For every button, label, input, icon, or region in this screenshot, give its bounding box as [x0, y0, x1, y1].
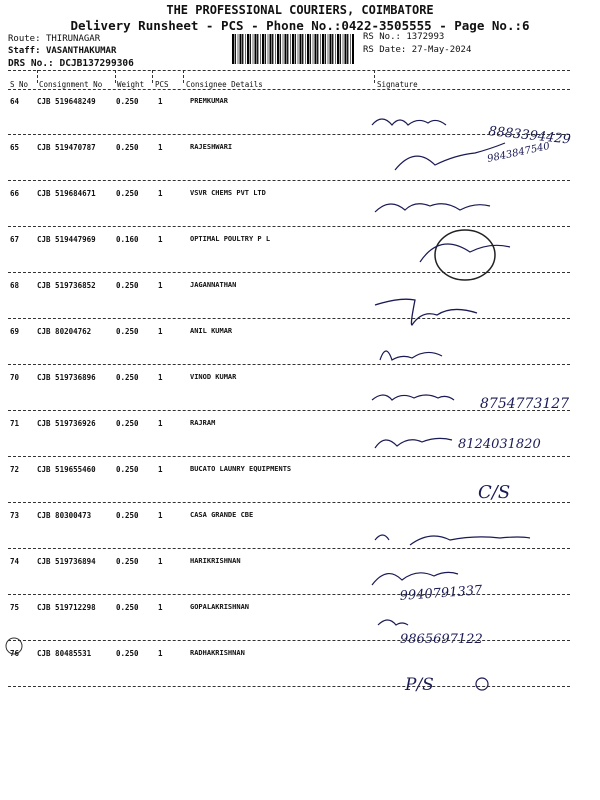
- signature-scribble: [375, 535, 530, 545]
- barcode-bar: [330, 34, 332, 64]
- row-sno: 68: [10, 281, 20, 290]
- row-weight: 0.250: [116, 281, 139, 290]
- barcode-bar: [305, 34, 306, 64]
- row-pcs: 1: [158, 557, 163, 566]
- column-divider: [115, 70, 116, 83]
- row-rule: [8, 134, 570, 135]
- row-rule: [8, 410, 570, 411]
- row-consignee: HARIKRISHNAN: [190, 557, 241, 565]
- row-weight: 0.250: [116, 143, 139, 152]
- row-sno: 64: [10, 97, 20, 106]
- row-consignment-no: CJB 519712298: [37, 603, 96, 612]
- staff-value: VASANTHAKUMAR: [45, 46, 117, 56]
- barcode-bar: [240, 34, 242, 64]
- header-top-rule: [8, 70, 570, 71]
- rs-no-field: [363, 32, 444, 42]
- row-rule: [8, 364, 570, 365]
- signature-phone: 8124031820: [458, 437, 541, 452]
- row-sno: 65: [10, 143, 20, 152]
- signature-text: C/S: [478, 482, 511, 503]
- barcode-bar: [295, 34, 296, 64]
- row-consignment-no: CJB 519736894: [37, 557, 96, 566]
- row-weight: 0.250: [116, 557, 139, 566]
- row-consignee: ANIL KUMAR: [190, 327, 233, 335]
- barcode-bar: [322, 34, 324, 64]
- row-pcs: 1: [158, 143, 163, 152]
- row-sno: 76: [10, 649, 20, 658]
- signature-scribble: [375, 438, 452, 448]
- row-sno: 70: [10, 373, 20, 382]
- row-consignee: GOPALAKRISHNAN: [190, 603, 250, 611]
- row-consignment-no: CJB 519736896: [37, 373, 96, 382]
- barcode-bar: [335, 34, 336, 64]
- barcode-bar: [340, 34, 341, 64]
- row-rule: [8, 594, 570, 595]
- row-consignee: OPTIMAL POULTRY P L: [190, 235, 271, 243]
- barcode-bar: [350, 34, 351, 64]
- signature-scribble: [372, 572, 458, 585]
- row-pcs: 1: [158, 511, 163, 520]
- barcode-bar: [298, 34, 299, 64]
- row-rule: [8, 548, 570, 549]
- signature-phone: 9865697122: [400, 632, 483, 647]
- col-header-consignment: Consignment No: [39, 80, 103, 89]
- row-pcs: 1: [158, 603, 163, 612]
- staff-label: Staff:: [8, 46, 41, 56]
- rs-no-label: RS No.:: [363, 32, 401, 42]
- row-rule: [8, 226, 570, 227]
- barcode-bar: [235, 34, 236, 64]
- row-pcs: 1: [158, 373, 163, 382]
- barcode-bar: [310, 34, 311, 64]
- signature-scribble: [420, 244, 510, 262]
- row-sno: 67: [10, 235, 20, 244]
- row-consignment-no: CJB 519736926: [37, 419, 96, 428]
- row-consignment-no: CJB 519447969: [37, 235, 96, 244]
- row-weight: 0.250: [116, 511, 139, 520]
- row-pcs: 1: [158, 465, 163, 474]
- barcode-bar: [255, 34, 257, 64]
- barcode-bar: [260, 34, 261, 64]
- row-weight: 0.160: [116, 235, 139, 244]
- barcode-bar: [328, 34, 329, 64]
- barcode-bar: [343, 34, 344, 64]
- barcode-bar: [315, 34, 317, 64]
- barcode-bar: [352, 34, 354, 64]
- row-sno: 66: [10, 189, 20, 198]
- barcode-bar: [270, 34, 272, 64]
- barcode-bar: [285, 34, 287, 64]
- row-sno: 72: [10, 465, 20, 474]
- barcode-bar: [287, 34, 288, 64]
- row-pcs: 1: [158, 281, 163, 290]
- signature-scribble: [375, 204, 490, 212]
- rs-no-value: 1372993: [406, 32, 445, 42]
- barcode-bar: [250, 34, 251, 64]
- signature-scribble: [380, 351, 442, 360]
- signature-phone: 8883394429: [487, 124, 572, 148]
- barcode-bar: [302, 34, 303, 64]
- barcode-bar: [232, 34, 234, 64]
- barcode-bar: [265, 34, 266, 64]
- row-consignee: BUCATO LAUNRY EQUIPMENTS: [190, 465, 292, 473]
- column-divider: [37, 70, 38, 83]
- barcode-bar: [337, 34, 339, 64]
- barcode-bar: [290, 34, 291, 64]
- row-consignment-no: CJB 80485531: [37, 649, 92, 658]
- barcode-bar: [245, 34, 246, 64]
- route-field: [8, 34, 100, 44]
- barcode-bar: [277, 34, 279, 64]
- route-value: THIRUNAGAR: [45, 34, 101, 44]
- staff-field: [8, 46, 116, 56]
- header-bottom-rule: [8, 89, 570, 90]
- barcode-bar: [262, 34, 264, 64]
- rs-date-label: RS Date:: [363, 45, 407, 55]
- row-rule: [8, 502, 570, 503]
- barcode-bar: [300, 34, 302, 64]
- row-pcs: 1: [158, 649, 163, 658]
- row-consignee: RADHAKRISHNAN: [190, 649, 245, 657]
- barcode-bar: [345, 34, 347, 64]
- barcode-bar: [253, 34, 254, 64]
- drs-value: DCJB137299306: [59, 58, 134, 69]
- row-sno: 73: [10, 511, 20, 520]
- signature-text: P/S: [405, 675, 434, 695]
- barcode-bar: [317, 34, 318, 64]
- barcode-bar: [275, 34, 276, 64]
- row-pcs: 1: [158, 97, 163, 106]
- barcode-bar: [332, 34, 333, 64]
- row-consignee: PREMKUMAR: [190, 97, 228, 105]
- col-header-consignee: Consignee Details: [186, 80, 263, 89]
- row-sno: 75: [10, 603, 20, 612]
- col-header-signature: Signature: [377, 80, 418, 89]
- barcode-bar: [238, 34, 239, 64]
- route-label: Route:: [8, 34, 41, 44]
- row-rule: [8, 272, 570, 273]
- column-divider: [183, 70, 184, 83]
- rs-date-field: [363, 45, 471, 55]
- barcode-bar: [247, 34, 249, 64]
- barcode-bar: [292, 34, 294, 64]
- document-title: THE PROFESSIONAL COURIERS, COIMBATORE: [166, 3, 434, 17]
- row-rule: [8, 686, 570, 687]
- row-consignee: VINOD KUMAR: [190, 373, 237, 381]
- row-weight: 0.250: [116, 465, 139, 474]
- row-consignment-no: CJB 519684671: [37, 189, 96, 198]
- runsheet-heading: Delivery Runsheet - PCS - Phone No.:0422-3505555 - Page No.:6: [70, 18, 530, 33]
- barcode-bar: [320, 34, 321, 64]
- barcode-bar: [242, 34, 243, 64]
- signature-scribble: [378, 620, 408, 625]
- rs-date-value: 27-May-2024: [411, 45, 472, 55]
- row-consignment-no: CJB 519648249: [37, 97, 96, 106]
- signature-scribble: [372, 119, 446, 125]
- row-rule: [8, 456, 570, 457]
- row-consignee: CASA GRANDE CBE: [190, 511, 254, 519]
- row-rule: [8, 180, 570, 181]
- row-consignee: VSVR CHEMS PVT LTD: [190, 189, 266, 197]
- row-weight: 0.250: [116, 419, 139, 428]
- row-rule: [8, 640, 570, 641]
- row-weight: 0.250: [116, 373, 139, 382]
- signature-scribble: [372, 395, 454, 400]
- row-consignment-no: CJB 519655460: [37, 465, 96, 474]
- col-header-pcs: PCS: [155, 80, 169, 89]
- column-divider: [152, 70, 153, 83]
- row-rule: [8, 318, 570, 319]
- row-consignment-no: CJB 80204762: [37, 327, 92, 336]
- barcode-bar: [272, 34, 273, 64]
- row-weight: 0.250: [116, 603, 139, 612]
- row-sno: 74: [10, 557, 20, 566]
- row-consignment-no: CJB 80300473: [37, 511, 92, 520]
- barcode-bar: [280, 34, 281, 64]
- barcode-bar: [257, 34, 258, 64]
- row-consignment-no: CJB 519470787: [37, 143, 96, 152]
- column-divider: [374, 70, 375, 83]
- row-weight: 0.250: [116, 97, 139, 106]
- row-consignee: RAJRAM: [190, 419, 216, 427]
- col-header-weight: Weight: [117, 80, 145, 89]
- row-pcs: 1: [158, 419, 163, 428]
- signature-circle-mark: [476, 678, 488, 690]
- row-pcs: 1: [158, 235, 163, 244]
- row-weight: 0.250: [116, 327, 139, 336]
- signature-phone: 8754773127: [480, 396, 570, 412]
- signature-scribble: [395, 143, 505, 170]
- barcode-bar: [307, 34, 309, 64]
- row-consignee: JAGANNATHAN: [190, 281, 237, 289]
- barcode-bar: [313, 34, 314, 64]
- row-consignment-no: CJB 519736852: [37, 281, 96, 290]
- signature-phone: 9940791337: [399, 583, 483, 604]
- barcode-image: [232, 34, 356, 64]
- row-pcs: 1: [158, 189, 163, 198]
- barcode-bar: [268, 34, 269, 64]
- row-weight: 0.250: [116, 189, 139, 198]
- signature-phone: 9843847540: [486, 140, 551, 165]
- row-sno: 69: [10, 327, 20, 336]
- row-weight: 0.250: [116, 649, 139, 658]
- barcode-bar: [325, 34, 326, 64]
- drs-label: DRS No.:: [8, 58, 54, 69]
- row-sno: 71: [10, 419, 20, 428]
- barcode-bar: [347, 34, 348, 64]
- signature-scribble: [375, 299, 477, 325]
- barcode-bar: [283, 34, 284, 64]
- row-pcs: 1: [158, 327, 163, 336]
- col-header-sno: S No: [10, 80, 29, 89]
- row-consignee: RAJESHWARI: [190, 143, 233, 151]
- drs-field: [8, 58, 134, 69]
